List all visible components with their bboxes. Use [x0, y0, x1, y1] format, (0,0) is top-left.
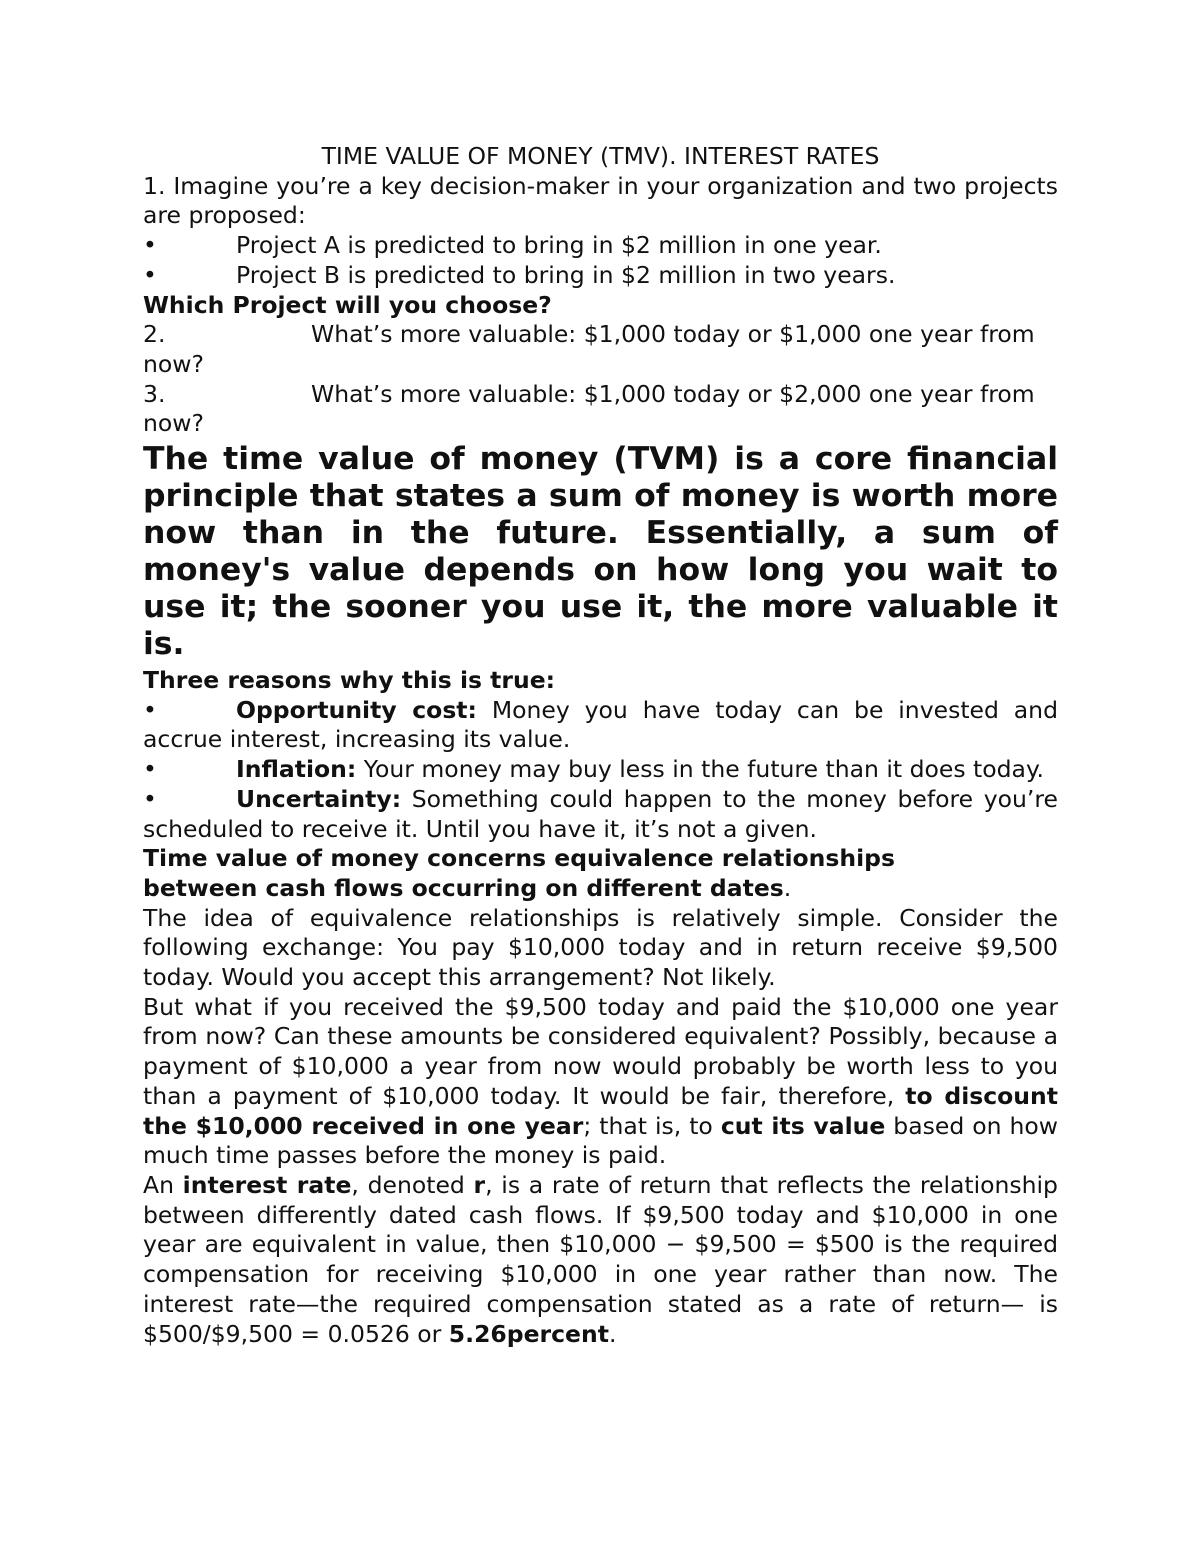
question-2 — [143, 320, 1058, 379]
document-title: TIME VALUE OF MONEY (TMV). INTEREST RATES — [321, 142, 880, 170]
bullet-char: • — [143, 784, 157, 813]
p2-emphasis-discount: to discount the $10,000 received in one year — [143, 1081, 1059, 1140]
reason-term: Uncertainty: — [236, 784, 402, 813]
question-1: 1. Imagine you’re a key decision-maker in your organization and two projects are proposed: — [143, 171, 1058, 230]
project-a-text: Project A is predicted to bring in $2 million in one year. — [236, 231, 882, 260]
equivalence-paragraph-1: The idea of equivalence relationships is relatively simple. Consider the following exchange: You pay $10,000 today and in return receive $9,500 today. Would you accept this arrangement? Not likely. — [143, 903, 1058, 992]
reason-text: Money you have today can be invested and accrue interest, increasing its value. — [143, 695, 1058, 754]
bullet-char: • — [143, 231, 157, 260]
ir-symbol-r: r — [473, 1170, 486, 1199]
reason-inflation — [143, 755, 1058, 785]
reason-term: Inflation: — [236, 755, 357, 784]
equivalence-paragraph-2 — [143, 993, 1058, 1171]
equivalence-heading-end: . — [783, 873, 792, 902]
tvm-definition: The time value of money (TVM) is a core financial principle that states a sum of money is worth more now than in the future. Essentially, a sum of money's value depends on how long you wait to use it; the sooner you use it, the more valuable it is. — [143, 441, 1058, 663]
reason-term: Opportunity cost: — [236, 695, 477, 724]
p2-text-c: ; that is, to — [583, 1111, 721, 1140]
project-b-text: Project B is predicted to bring in $2 million in two years. — [236, 260, 896, 289]
question-1-prompt: Which Project will you choose? — [143, 290, 552, 319]
document-body — [143, 142, 1058, 1349]
question-3-number: 3. — [143, 379, 166, 408]
question-2-text: What’s more valuable: $1,000 today or $1,000 one year from now? — [143, 320, 1035, 378]
interest-rate-paragraph — [143, 1171, 1058, 1349]
p2-text-e: based on how much time passes before the money is paid. — [143, 1111, 1059, 1170]
bullet-char: • — [143, 755, 157, 784]
equivalence-heading-text: Time value of money concerns equivalence relationships between cash flows occurring on different dates — [143, 844, 895, 902]
bullet-project-a — [143, 231, 1058, 261]
ir-text-e: , is a rate of return that reflects the relationship between differently dated cash flows. If $9,500 today and $10,000 in one year are equivalent in value, then $10,000 − $9,500 = $500 is the required compensation for receiving $10,000 in one year rather than now. The interest rate—the required compensation stated as a rate of return— is $500/$9,500 = 0.0526 or — [143, 1170, 1058, 1348]
question-3 — [143, 380, 1058, 439]
reasons-heading: Three reasons why this is true: — [143, 666, 556, 695]
question-2-number: 2. — [143, 320, 166, 349]
ir-term-interest-rate: interest rate — [182, 1170, 352, 1199]
ir-text-end: . — [608, 1319, 617, 1348]
ir-text-a: An — [143, 1170, 183, 1199]
p2-emphasis-cut: cut its value — [720, 1111, 886, 1140]
reason-uncertainty — [143, 785, 1058, 844]
bullet-project-b — [143, 261, 1058, 291]
p2-text-a: But what if you received the $9,500 today and paid the $10,000 one year from now? Can these amounts be considered equivalent? Possibly, because a payment of $10,000 a year from now would probably be worth less to you than a payment of $10,000 today. It would be fair, therefore, — [143, 992, 1058, 1110]
bullet-char: • — [143, 260, 157, 289]
reason-opportunity-cost — [143, 696, 1058, 755]
reason-text: Your money may buy less in the future than it does today. — [356, 755, 1044, 784]
equivalence-heading — [143, 844, 1058, 903]
ir-value: 5.26 — [448, 1319, 507, 1348]
ir-unit: percent — [506, 1319, 609, 1348]
question-3-text: What’s more valuable: $1,000 today or $2,000 one year from now? — [143, 379, 1035, 438]
ir-text-c: , denoted — [351, 1170, 474, 1199]
bullet-char: • — [143, 695, 157, 724]
reason-text: Something could happen to the money before you’re scheduled to receive it. Until you have it, it’s not a given. — [143, 784, 1058, 843]
